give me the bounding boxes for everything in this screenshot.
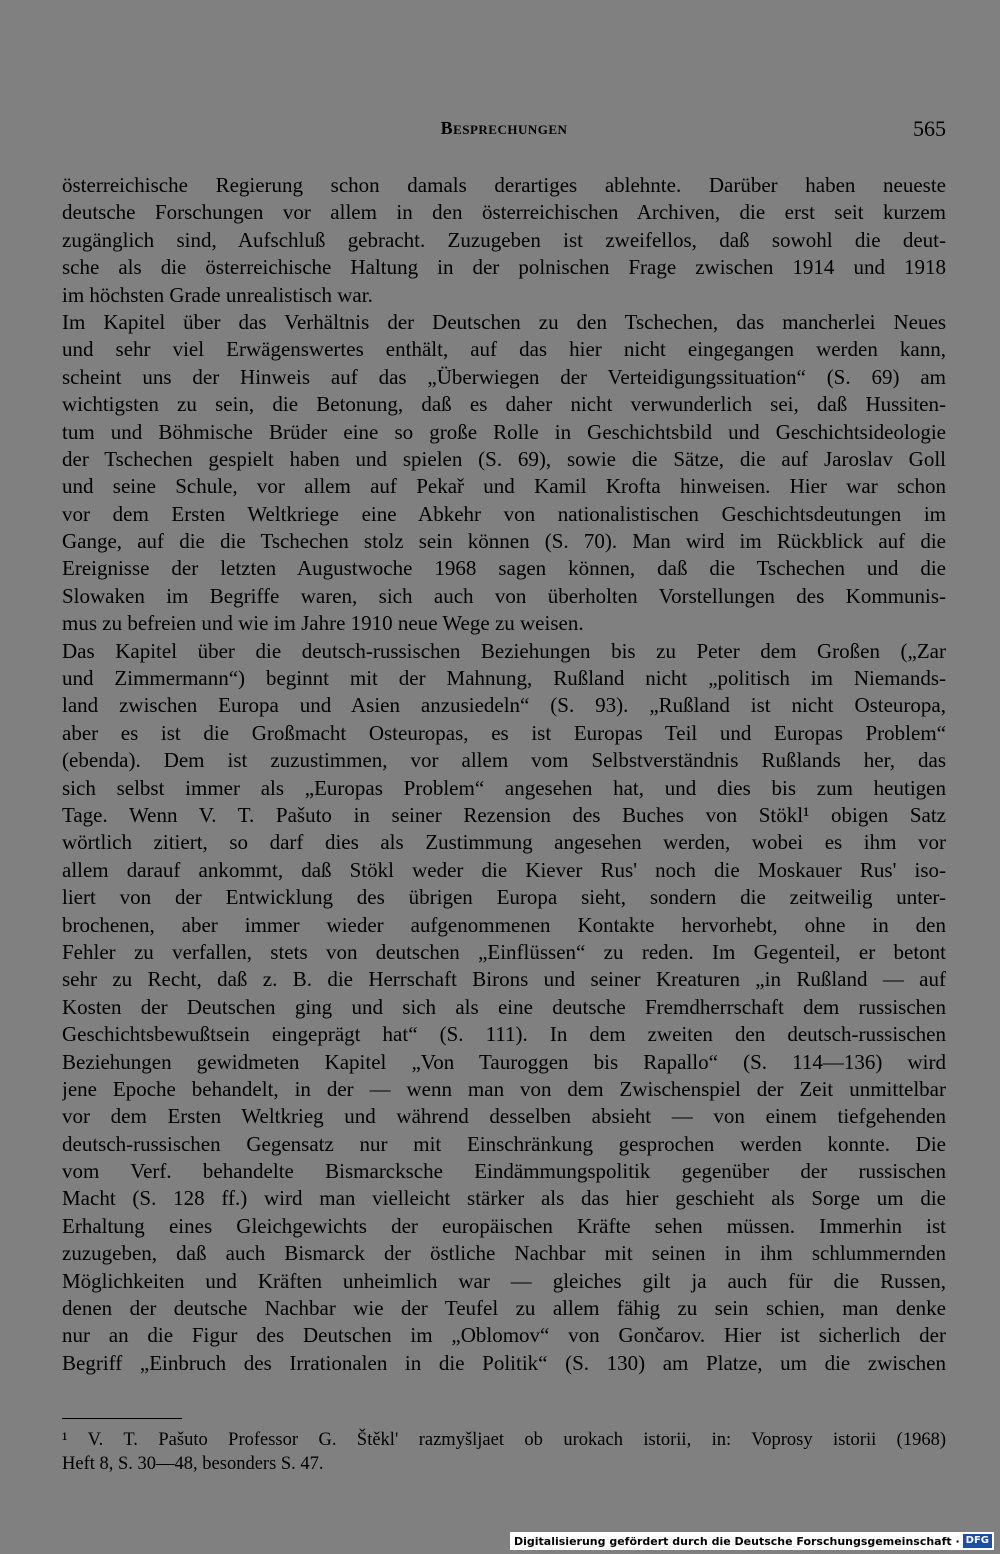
footnote-rule bbox=[62, 1418, 182, 1419]
text-line: Geschichtsbewußtsein eingeprägt hat“ (S. 111). In dem zweiten den deutsch-russischen bbox=[62, 1022, 946, 1047]
text-line: Macht (S. 128 ff.) wird man vielleicht stärker als das hier geschieht als Sorge um die bbox=[62, 1186, 946, 1211]
text-line: und Zimmermann“) beginnt mit der Mahnung, Rußland nicht „politisch im Niemands- bbox=[62, 666, 946, 691]
text-line: vor dem Ersten Weltkriege eine Abkehr von nationalistischen Geschichtsdeutungen im bbox=[62, 501, 946, 526]
digitization-credit bbox=[510, 1532, 994, 1550]
text-line: Ereignisse der letzten Augustwoche 1968 sagen können, daß die Tschechen und die bbox=[62, 556, 946, 581]
text-line: Möglichkeiten und Kräften unheimlich war — gleiches gilt ja auch für die Russen, bbox=[62, 1268, 946, 1293]
text-line: allem darauf ankommt, daß Stökl weder die Kiever Rus' noch die Moskauer Rus' iso- bbox=[62, 857, 946, 882]
text-line: jene Epoche behandelt, in der — wenn man von dem Zwischenspiel der Zeit unmittelbar bbox=[62, 1076, 946, 1101]
text-line: und sehr viel Erwägenswertes enthält, auf das hier nicht eingegangen werden kann, bbox=[62, 337, 946, 362]
text-line: Slowaken im Begriffe waren, sich auch von überholten Vorstellungen des Kommunis- bbox=[62, 583, 946, 608]
text-line: österreichische Regierung schon damals derartiges ablehnte. Darüber haben neueste bbox=[62, 173, 946, 197]
text-line: Tage. Wenn V. T. Pašuto in seiner Rezension des Buches von Stökl¹ obigen Satz bbox=[62, 802, 946, 827]
text-line: Erhaltung eines Gleichgewichts der europäischen Kräfte sehen müssen. Immerhin ist bbox=[62, 1213, 946, 1238]
footnote-line: ¹ V. T. Pašuto Professor G. Štěkl' razmyšljaet ob urokach istorii, in: Voprosy istorii (1968) bbox=[62, 1430, 946, 1450]
text-line: aber es ist die Großmacht Osteuropas, es ist Europas Teil und Europas Problem“ bbox=[62, 720, 946, 745]
text-line: scheint uns der Hinweis auf das „Überwiegen der Verteidigungssituation“ (S. 69) am bbox=[62, 364, 946, 389]
text-line: wörtlich zitiert, so darf dies als Zustimmung angesehen werden, wobei es ihm vor bbox=[62, 830, 946, 855]
credit-text: Digitalisierung gefördert durch die Deutsche Forschungsgemeinschaft · bbox=[513, 1534, 960, 1548]
text-line: Im Kapitel über das Verhältnis der Deutschen zu den Tschechen, das mancherlei Neues bbox=[62, 309, 946, 334]
text-line: vom Verf. behandelte Bismarcksche Eindämmungspolitik gegenüber der russischen bbox=[62, 1159, 946, 1184]
text-line: mus zu befreien und wie im Jahre 1910 neue Wege zu weisen. bbox=[62, 611, 584, 636]
text-line: nur an die Figur des Deutschen im „Oblomov“ von Gončarov. Hier ist sicherlich der bbox=[62, 1323, 946, 1348]
text-line: brochenen, aber immer wieder aufgenommenen Kontakte hervorhebt, ohne in den bbox=[62, 912, 946, 937]
text-line: denen der deutsche Nachbar wie der Teufel zu allem fähig zu sein schien, man denke bbox=[62, 1296, 946, 1321]
page-number: 565 bbox=[913, 116, 946, 141]
text-line: sche als die österreichische Haltung in der polnischen Frage zwischen 1914 und 1918 bbox=[62, 255, 946, 280]
page-header bbox=[62, 116, 946, 142]
text-line: Beziehungen gewidmeten Kapitel „Von Tauroggen bis Rapallo“ (S. 114—136) wird bbox=[62, 1049, 946, 1074]
text-line: Gange, auf die die Tschechen stolz sein können (S. 70). Man wird im Rückblick auf die bbox=[62, 529, 946, 554]
text-line: im höchsten Grade unrealistisch war. bbox=[62, 282, 373, 307]
text-line: liert von der Entwicklung des übrigen Europa sieht, sondern die zeitweilig unter- bbox=[62, 885, 946, 910]
dfg-logo-icon: DFG bbox=[963, 1534, 992, 1548]
text-line: vor dem Ersten Weltkrieg und während desselben absieht — von einem tiefgehenden bbox=[62, 1104, 946, 1129]
text-line: tum und Böhmische Brüder eine so große Rolle in Geschichtsbild und Geschichtsideologie bbox=[62, 419, 946, 444]
text-line: (ebenda). Dem ist zuzustimmen, vor allem vom Selbstverständnis Rußlands her, das bbox=[62, 748, 946, 773]
text-line: sich selbst immer als „Europas Problem“ angesehen hat, und dies bis zum heutigen bbox=[62, 775, 946, 800]
text-line: und seine Schule, vor allem auf Pekař und Kamil Krofta hinweisen. Hier war schon bbox=[62, 474, 946, 499]
text-line: der Tschechen gespielt haben und spielen (S. 69), sowie die Sätze, die auf Jaroslav Goll bbox=[62, 446, 946, 471]
text-line: Das Kapitel über die deutsch-russischen Beziehungen bis zu Peter dem Großen („Zar bbox=[62, 638, 946, 663]
text-line: deutsch-russischen Gegensatz nur mit Einschränkung gesprochen werden konnte. Die bbox=[62, 1131, 946, 1156]
text-line: zugänglich sind, Aufschluß gebracht. Zuzugeben ist zweifellos, daß sowohl die deut- bbox=[62, 227, 946, 252]
text-line: Kosten der Deutschen ging und sich als eine deutsche Fremdherrschaft dem russischen bbox=[62, 994, 946, 1019]
running-head: Besprechungen bbox=[440, 118, 568, 138]
text-line: deutsche Forschungen vor allem in den österreichischen Archiven, die erst seit kurzem bbox=[62, 200, 946, 225]
footnote-line: Heft 8, S. 30—48, besonders S. 47. bbox=[62, 1454, 324, 1474]
text-line: sehr zu Recht, daß z. B. die Herrschaft Birons und seiner Kreaturen „in Rußland — auf bbox=[62, 967, 946, 992]
text-line: land zwischen Europa und Asien anzusiedeln“ (S. 93). „Rußland ist nicht Osteuropa, bbox=[62, 693, 946, 718]
text-line: wichtigsten zu sein, die Betonung, daß es daher nicht verwunderlich sei, daß Hussiten- bbox=[62, 392, 946, 417]
text-line: zuzugeben, daß auch Bismarck der östliche Nachbar mit seinen in ihm schlummernden bbox=[62, 1241, 946, 1266]
text-line: Fehler zu verfallen, stets von deutschen „Einflüssen“ zu reden. Im Gegenteil, er betont bbox=[62, 939, 946, 964]
footnotes bbox=[62, 1428, 946, 1476]
text-line: Begriff „Einbruch des Irrationalen in die Politik“ (S. 130) am Platze, um die zwischen bbox=[62, 1350, 946, 1375]
body-text bbox=[62, 172, 946, 1377]
